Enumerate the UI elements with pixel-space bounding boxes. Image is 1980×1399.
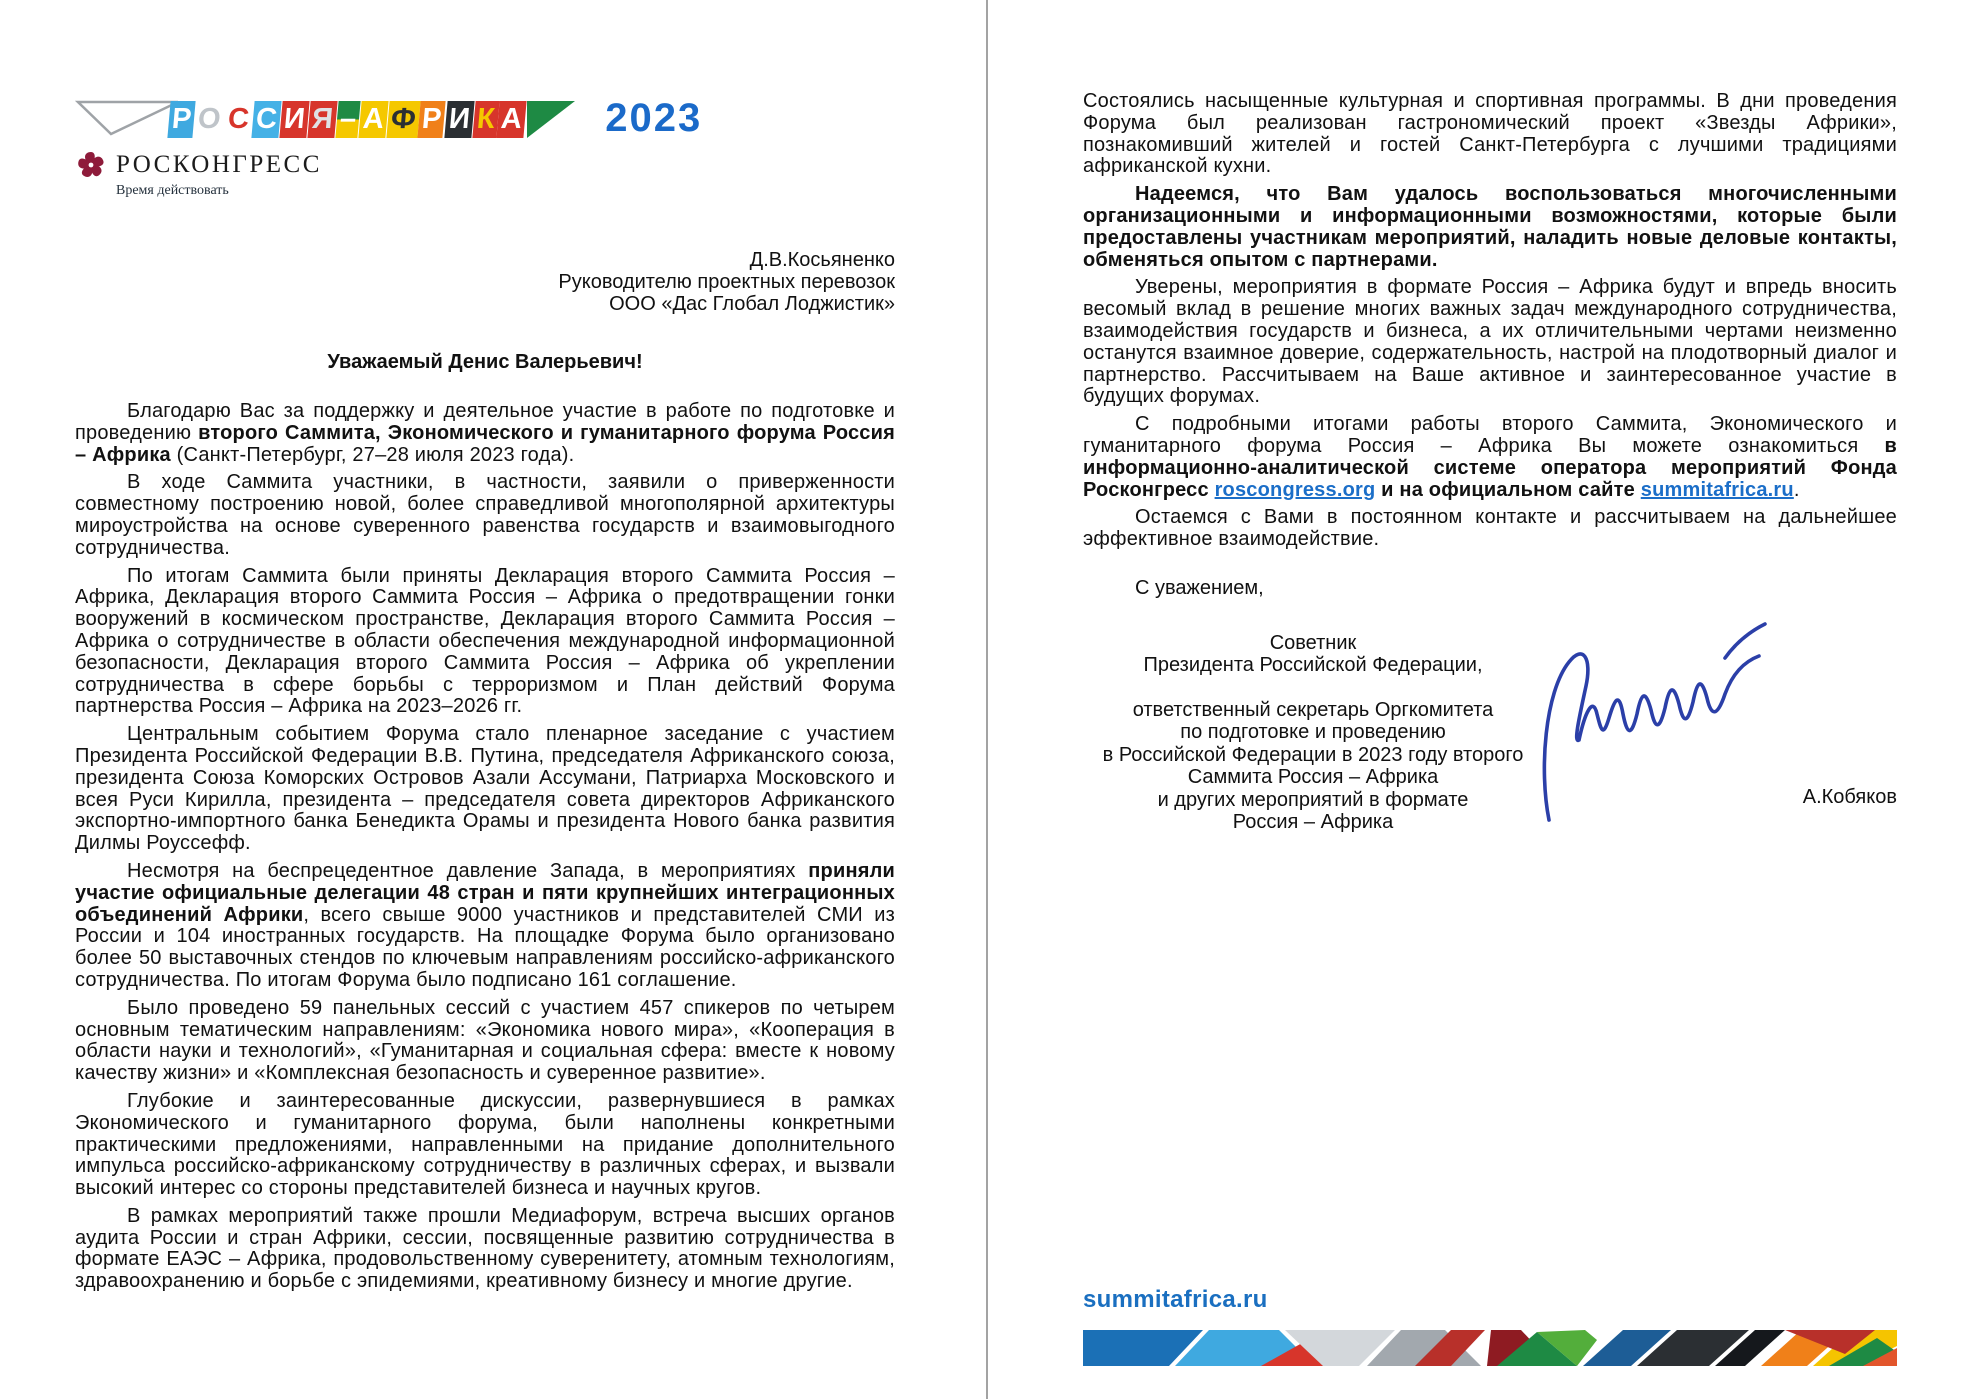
signer-title-line: по подготовке и проведению [1180, 721, 1446, 744]
paragraph [75, 566, 895, 719]
page-2 [1083, 64, 1897, 1313]
letter-body-page2 [1083, 91, 1897, 551]
logo-flag-icon [75, 98, 181, 138]
signer-title-line: ответственный секретарь Оргкомитета [1132, 698, 1494, 721]
logo-letter: С [251, 101, 281, 138]
text-run: . [1793, 478, 1800, 501]
text-run: Было проведено 59 панельных сессий с участием 457 спикеров по четырем основным тематическим направлениям: «Экономика нового мира», «Кооперация в области науки и технологий», «Гуманитарная и социальная сфера: вместе к новому качеству жизни» и «Комплексная безопасность и суверенное развитие». [75, 996, 895, 1085]
page-1 [75, 96, 895, 1299]
paragraph [75, 1206, 895, 1293]
signer-title-line: и других мероприятий в формате [1157, 788, 1469, 811]
text-run: Глубокие и заинтересованные дискуссии, развернувшиеся в рамках Экономического и гуманитарного форума, были наполнены конкретными практическими предложениями, направленными на придание дополнительного импульса российско-африканскому сотрудничеству в различных сферах, и вызвали высокий интерес со стороны представителей бизнеса и научных кругов. [75, 1089, 895, 1200]
text-run: второго Саммита, Экономического и гуманитарного форума Россия – Африка [75, 421, 895, 466]
roscongress-logo [75, 149, 895, 181]
signer-title-line: в Российской Федерации в 2023 году второго [1102, 743, 1524, 766]
text-run: Уверены, мероприятия в формате Россия – Африка будут и впредь вносить весомый вклад в решение многих важных задач международного сотрудничества, взаимодействия государств и бизнеса, а их отличительными чертами неизменно останутся взаимное доверие, содержательность, настрой на плодотворный диалог и партнерство. Рассчитываем на Ваше активное и заинтересованное участие в будущих форумах. [1083, 276, 1897, 408]
logo-letter: Р [167, 101, 196, 138]
logo-letter: Ф [386, 101, 420, 138]
recipient-line: Руководителю проектных перевозок [558, 271, 895, 293]
signer-title-line: Президента Российской Федерации, [1143, 654, 1483, 677]
signer-title-top [1083, 632, 1543, 677]
text-run: Надеемся, что Вам удалось воспользоваться многочисленными организационными и информационными возможностями, которые были предоставлены участникам мероприятий, наладить новые деловые контакты, обменяться опытом с партнерами. [1083, 183, 1897, 271]
paragraph [75, 724, 895, 855]
letterhead [75, 96, 895, 199]
signer-title-rest [1083, 699, 1543, 834]
paragraph [75, 401, 895, 466]
signer-title-block [1083, 632, 1543, 834]
paragraph [75, 472, 895, 559]
russia-africa-logo [75, 96, 895, 138]
paragraph [1083, 414, 1897, 501]
logo-letter: К [472, 101, 499, 138]
link-summitafrica-ru[interactable]: summitafrica.ru [1640, 478, 1794, 501]
paragraph [75, 861, 895, 992]
signer-title-line: Советник [1269, 631, 1357, 654]
text-run: (Санкт-Петербург, 27–28 июля 2023 года). [170, 443, 575, 466]
closing-line: С уважением, [1135, 576, 1264, 599]
text-run: приняли участие официальные делегации 48 стран и пяти крупнейших интеграционных объединений Африки [75, 859, 895, 926]
footer-color-strip [1083, 1320, 1897, 1366]
logo-letter: Р [418, 101, 447, 138]
logo-letter: И [444, 101, 474, 138]
logo-letter: А [358, 101, 388, 138]
text-run: Несмотря на беспрецедентное давление Запада, в мероприятиях [127, 859, 809, 882]
letter-body-page1 [75, 401, 895, 1293]
text-run: В рамках мероприятий также прошли Медиафорум, встреча высших органов аудита России и стран Африки, сессии, посвященные развитию сотрудничества в формате ЕАЭС – Африка, продовольственному суверенитету, атомным технологиям, здравоохранению и борьбе с эпидемиями, креативному бизнесу и многие другие. [75, 1204, 895, 1293]
signer-name: А.Кобяков [1802, 786, 1897, 808]
text-run: Центральным событием Форума стало пленарное заседание с участием Президента Российской Федерации В.В. Путина, председателя Африканского союза, президента Союза Коморских Островов Азали Ассумани, Патриарха Московского и всея Руси Кирилла, президента – председателя совета директоров Африканского экспортно-импортного банка Бенедикта Орамы и президента Нового банка развития Дилмы Роуссефф. [75, 723, 895, 855]
signer-title-line: Саммита Россия – Африка [1187, 766, 1439, 789]
paragraph [1083, 184, 1897, 271]
text-run: , всего свыше 9000 участников и представителей СМИ из России и 104 иностранных государств. На площадке Форума было организовано более 50 выставочных стендов по ключевым направлениям российско-африканского сотрудничества. По итогам Форума было подписано 161 соглашение. [75, 903, 895, 991]
text-run: По итогам Саммита были приняты Декларация второго Саммита Россия – Африка, Декларация второго Саммита Россия – Африка о предотвращении гонки вооружений в космическом пространстве, Декларация второго Саммита Россия – Африка о сотрудничестве в области обеспечения международной информационной безопасности, Декларация второго Саммита Россия – Африка об укреплении сотрудничества в сфере борьбы с терроризмом и План действий Форума партнерства Россия – Африка на 2023–2026 гг. [75, 564, 895, 718]
spacer [1083, 677, 1543, 699]
link-roscongress-org[interactable]: roscongress.org [1214, 478, 1376, 501]
recipient-line: Д.В.Косьяненко [749, 249, 895, 271]
page-divider [986, 0, 988, 1399]
paragraph [1083, 277, 1897, 408]
logo-letter: И [279, 101, 309, 138]
text-run: С подробными итогами работы второго Саммита, Экономического и гуманитарного форума Россия – Африка Вы можете ознакомиться [1083, 413, 1897, 457]
logo-letter: – [335, 101, 360, 138]
text-run: в информационно-аналитической системе оператора мероприятий Фонда Росконгресс [1083, 434, 1897, 501]
text-run: и на официальном сайте [1375, 478, 1641, 501]
logo-letter: О [194, 101, 226, 138]
recipient-line: ООО «Дас Глобал Лоджистик» [609, 293, 895, 315]
signature [1535, 620, 1785, 840]
signer-title-line: Россия – Африка [1232, 811, 1394, 834]
logo-year: 2023 [605, 96, 703, 140]
recipient-block [75, 249, 895, 315]
logo-letter: А [497, 101, 527, 138]
text-run: Остаемся с Вами в постоянном контакте и рассчитываем на дальнейшее эффективное взаимодействие. [1083, 506, 1897, 551]
logo-letter: С [223, 101, 253, 138]
text-run: В ходе Саммита участники, в частности, заявили о приверженности совместному построению новой, более справедливой многополярной архитектуры мироустройства на основе суверенного равенства государств и взаимовыгодного сотрудничества. [75, 471, 895, 559]
salutation: Уважаемый Денис Валерьевич! [327, 351, 643, 373]
text-run: Благодарю Вас за поддержку и деятельное участие в работе по подготовке и проведению [75, 400, 895, 444]
roscongress-flower-icon [75, 149, 107, 181]
roscongress-tagline: Время действовать [116, 183, 229, 198]
logo-triangle-icon [527, 101, 575, 138]
text-run: Состоялись насыщенные культурная и спортивная программы. В дни проведения Форума был реализован гастрономический проект «Звезды Африки», познакомивший жителей и гостей Санкт-Петербурга с лучшими традициями африканской кухни. [1083, 90, 1897, 178]
logo-letter: Я [307, 101, 337, 138]
paragraph [1083, 507, 1897, 551]
footer-site-link[interactable]: summitafrica.ru [1083, 1286, 1268, 1313]
paragraph [75, 1091, 895, 1200]
paragraph [75, 998, 895, 1085]
paragraph [1083, 91, 1897, 178]
logo-wordmark [169, 101, 526, 138]
roscongress-name: РОСКОНГРЕСС [116, 151, 322, 178]
